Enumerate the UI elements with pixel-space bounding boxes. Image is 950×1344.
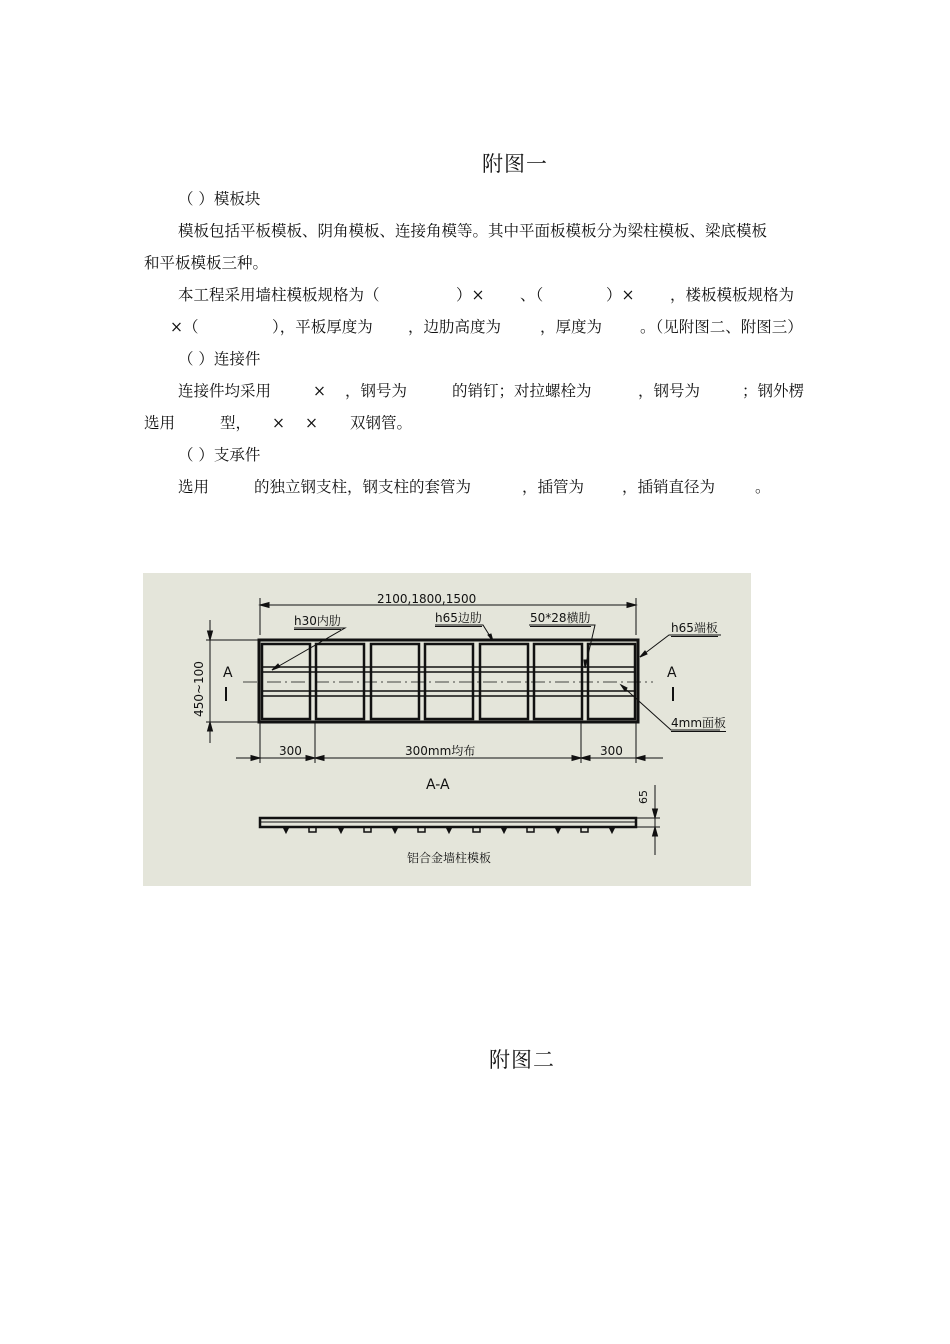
section-mark-left: A (223, 665, 233, 681)
connector-text: ，钢号为 (638, 382, 701, 400)
section-mark-right: A (667, 665, 677, 681)
connector-text: 的销钉；对拉螺栓为 (452, 382, 592, 400)
section-view-title: A-A (426, 777, 450, 793)
label-edge-rib: h65边肋 (435, 611, 482, 625)
support-text: ，插管为 (522, 478, 585, 496)
dim-overall-length: 2100,1800,1500 (377, 592, 477, 606)
spec-text: ，边肋高度为 (408, 318, 502, 336)
block-paragraph-line-1: 模板包括平板模板、阴角模板、连接角模等。其中平面板模板分为梁柱模板、梁底模板 (178, 222, 768, 240)
spec-text: ×（ (170, 318, 199, 336)
support-text: 的独立钢支柱，钢支柱的套管为 (254, 478, 472, 496)
connector-text: 型， (220, 414, 252, 432)
block-paragraph-line-2: 和平板模板三种。 (144, 254, 269, 272)
dim-height: 450~100 (191, 661, 206, 717)
dim-middle-spacing: 300mm均布 (405, 744, 476, 758)
dim-left-spacing: 300 (279, 744, 302, 758)
connector-text: 选用 (144, 414, 176, 432)
support-text: 。 (755, 478, 771, 496)
connector-text: × (272, 414, 285, 432)
spec-text: ，楼板模板规格为 (670, 286, 795, 304)
label-face-panel: 4mm面板 (671, 716, 727, 730)
figure2-title: 附图二 (489, 1048, 555, 1072)
drawing-caption: 铝合金墙柱模板 (407, 851, 492, 865)
connector-text: 连接件均采用 (178, 382, 272, 400)
figure1-title: 附图一 (482, 152, 548, 176)
support-text: ，插销直径为 (622, 478, 716, 496)
connector-text: 双钢管。 (350, 414, 413, 432)
section-heading-block: （ ）模板块 (178, 190, 261, 208)
formwork-drawing (143, 573, 751, 886)
dim-thickness: 65 (637, 790, 650, 804)
label-cross-rib: 50*28横肋 (530, 611, 591, 625)
label-inner-rib: h30内肋 (294, 614, 341, 628)
spec-text: 本工程采用墙柱模板规格为（ (178, 286, 380, 304)
label-end-plate: h65端板 (671, 621, 718, 635)
spec-text: 、（ (520, 286, 544, 304)
connector-text: ，钢号为 (345, 382, 408, 400)
spec-text: ）× (456, 286, 485, 304)
spec-text: ）× (606, 286, 635, 304)
dim-right-spacing: 300 (600, 744, 623, 758)
section-heading-connector: （ ）连接件 (178, 350, 261, 368)
connector-text: × (313, 382, 326, 400)
support-text: 选用 (178, 478, 210, 496)
spec-text: ），平板厚度为 (272, 318, 373, 336)
connector-text: ；钢外楞 (742, 382, 805, 400)
connector-text: × (305, 414, 318, 432)
section-heading-support: （ ）支承件 (178, 446, 261, 464)
spec-text: 。（见附图二、附图三） (640, 318, 803, 336)
spec-text: ，厚度为 (540, 318, 603, 336)
